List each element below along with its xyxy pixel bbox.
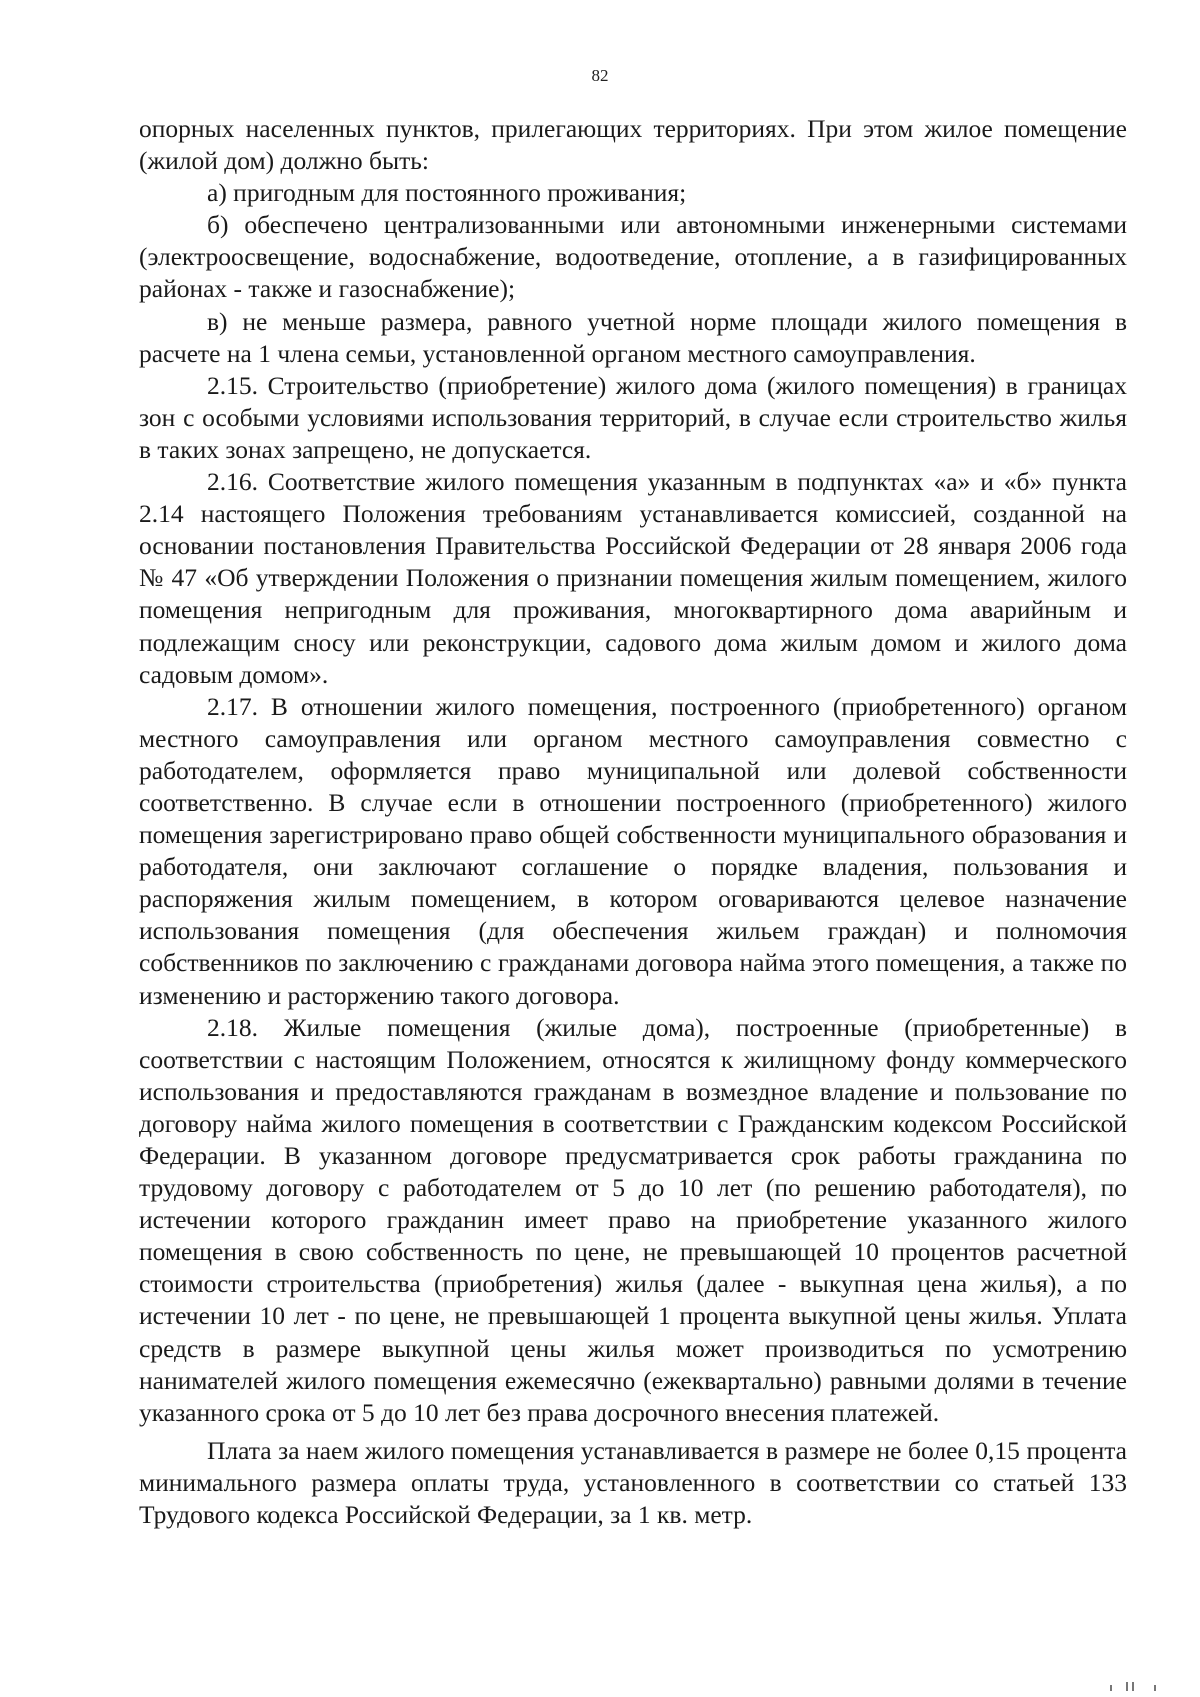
document-body — [139, 113, 1127, 1531]
paragraph-item-b: б) обеспечено централизованными или автономными инженерными системами (электроосвещение, водоснабжение, водоотведение, отопление, а в газифицированных районах - также и газоснабжение); — [139, 210, 1127, 304]
paragraph-2-17: 2.17. В отношении жилого помещения, построенного (приобретенного) органом местного самоуправления или органом местного самоуправления совместно с работодателем, оформляется право муниципальной или долевой собственности соответственно. В случае если в отношении построенного (приобретенного) жилого помещения зарегистрировано право общей собственности муниципального образования и работодателя, они заключают соглашение о порядке владения, пользования и распоряжения жилым помещением, в котором оговариваются целевое назначение использования помещения (для обеспечения жильем граждан) и полномочия собственников по заключению с гражданами договора найма этого помещения, а также по изменению и расторжению такого договора. — [139, 691, 1127, 1010]
scan-artifact-mark — [1154, 1685, 1156, 1691]
paragraph-rent-fee: Плата за наем жилого помещения устанавливается в размере не более 0,15 процента минимального размера оплаты труда, установленного в соответствии со статьей 133 Трудового кодекса Российской Федерации, за 1 кв. метр. — [139, 1435, 1127, 1530]
scan-artifact-mark — [1132, 1682, 1134, 1691]
paragraph-2-18: 2.18. Жилые помещения (жилые дома), построенные (приобретенные) в соответствии с настоящим Положением, относятся к жилищному фонду коммерческого использования и предоставляются гражданам в возмездное владение и пользование по договору найма жилого помещения в соответствии с Гражданским кодексом Российской Федерации. В указанном договоре предусматривается срок работы гражданина по трудовому договору с работодателем от 5 до 10 лет (по решению работодателя), по истечении которого гражданин имеет право на приобретение указанного жилого помещения в свою собственность по цене, не превышающей 10 процентов расчетной стоимости строительства (приобретения) жилья (далее - выкупная цена жилья), а по истечении 10 лет - по цене, не превышающей 1 процента выкупной цены жилья. Уплата средств в размере выкупной цены жилья может производиться по усмотрению нанимателей жилого помещения ежемесячно (ежеквартально) равными долями в течение указанного срока от 5 до 10 лет без права досрочного внесения платежей. — [139, 1012, 1127, 1427]
scan-artifact-mark — [1126, 1682, 1128, 1691]
scan-artifact-mark — [1110, 1685, 1112, 1691]
paragraph-item-v: в) не меньше размера, равного учетной норме площади жилого помещения в расчете на 1 члена семьи, установленной органом местного самоуправления. — [139, 306, 1127, 368]
paragraph-2-16: 2.16. Соответствие жилого помещения указанным в подпунктах «а» и «б» пункта 2.14 настоящего Положения требованиям устанавливается комиссией, созданной на основании постановления Правительства Российской Федерации от 28 января 2006 года № 47 «Об утверждении Положения о признании помещения жилым помещением, жилого помещения непригодным для проживания, многоквартирного дома аварийным и подлежащим сносу или реконструкции, садового дома жилым домом и жилого дома садовым домом». — [139, 467, 1127, 689]
paragraph-continuation: опорных населенных пунктов, прилегающих территориях. При этом жилое помещение (жилой дом) должно быть: — [139, 114, 1127, 176]
page-number: 82 — [591, 66, 609, 85]
paragraph-item-a: а) пригодным для постоянного проживания; — [207, 178, 687, 208]
paragraph-2-15: 2.15. Строительство (приобретение) жилого дома (жилого помещения) в границах зон с особыми условиями использования территорий, в случае если строительство жилья в таких зонах запрещено, не допускается. — [139, 370, 1127, 464]
scan-artifact — [1104, 1681, 1164, 1691]
